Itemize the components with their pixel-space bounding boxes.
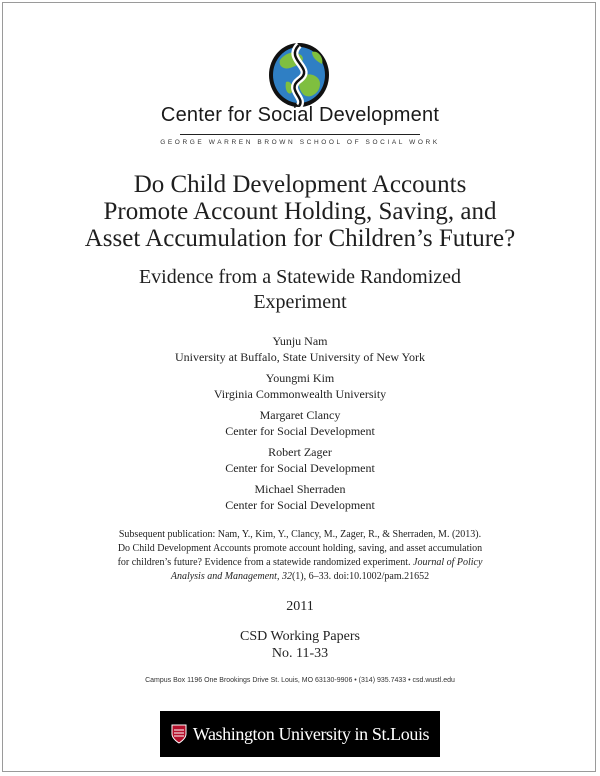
paper-title — [60, 171, 540, 252]
school-name: GEORGE WARREN BROWN SCHOOL OF SOCIAL WORK — [160, 139, 440, 146]
citation-text: for children’s future? Evidence from a statewide randomized experiment. — [117, 557, 413, 568]
publication-year: 2011 — [286, 599, 314, 614]
csd-globe-logo — [266, 40, 332, 114]
author-affiliation: Center for Social Development — [225, 424, 375, 438]
citation-text: (1), 6–33. doi:10.1002/pam.21652 — [291, 571, 430, 582]
author-entry — [100, 407, 500, 439]
contact-address: Campus Box 1196 One Brookings Drive St. Louis, MO 63130-9906 • (314) 935.7433 • csd.wustl.edu — [145, 677, 455, 684]
author-affiliation: Center for Social Development — [225, 498, 375, 512]
title-line: Promote Account Holding, Saving, and — [103, 198, 497, 225]
author-entry — [100, 481, 500, 513]
header-divider — [180, 134, 420, 135]
author-affiliation: University at Buffalo, State University of New York — [174, 350, 426, 364]
author-name: Margaret Clancy — [259, 408, 341, 422]
author-name: Robert Zager — [268, 445, 332, 459]
author-affiliation: Center for Social Development — [225, 461, 375, 475]
author-affiliation: Virginia Commonwealth University — [213, 387, 387, 401]
journal-volume: 32 — [281, 571, 292, 582]
series-name: CSD Working Papers — [240, 629, 360, 644]
author-entry — [100, 333, 500, 365]
citation-line: Do Child Development Accounts promote account holding, saving, and asset accumulation — [117, 543, 483, 554]
citation-line — [80, 570, 520, 584]
university-name: Washington University in St.Louis — [192, 723, 430, 744]
university-banner — [160, 711, 440, 757]
citation-line: Subsequent publication: Nam, Y., Kim, Y., Clancy, M., Zager, R., & Sherraden, M. (2013). — [118, 529, 482, 540]
author-entry — [100, 444, 500, 476]
paper-subtitle — [100, 265, 500, 315]
journal-name: Journal of Policy — [413, 557, 483, 568]
title-line: Do Child Development Accounts — [133, 171, 467, 198]
subtitle-line: Evidence from a Statewide Randomized — [138, 266, 462, 288]
citation-line — [80, 556, 520, 570]
author-name: Yunju Nam — [272, 334, 328, 348]
journal-name: Analysis and Management — [170, 571, 277, 582]
author-name: Michael Sherraden — [254, 482, 346, 496]
author-list — [100, 333, 500, 518]
author-entry — [100, 370, 500, 402]
citation-text: , — [276, 571, 282, 582]
series-number: No. 11-33 — [271, 646, 329, 661]
subsequent-publication-citation — [80, 528, 520, 584]
subtitle-line: Experiment — [253, 291, 347, 313]
title-line: Asset Accumulation for Children’s Future? — [84, 225, 516, 252]
working-paper-series — [0, 628, 600, 662]
center-name: Center for Social Development — [160, 104, 440, 126]
globe-icon — [266, 40, 332, 114]
university-shield-icon — [171, 724, 187, 744]
author-name: Youngmi Kim — [265, 371, 335, 385]
